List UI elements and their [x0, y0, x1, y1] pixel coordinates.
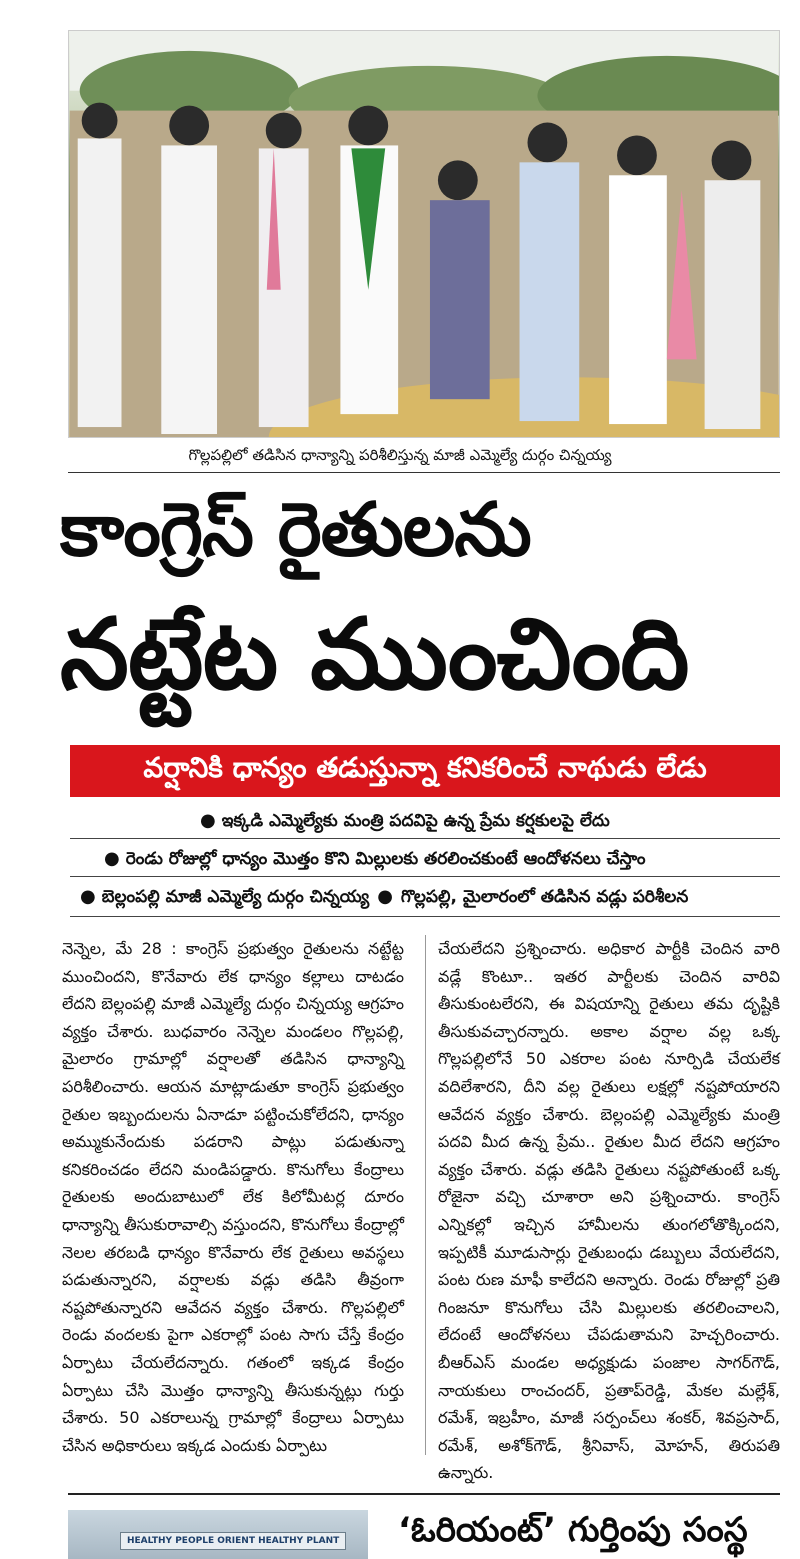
highlight-text: ఇక్కడి ఎమ్మెల్యేకు మంత్రి పదవిపై ఉన్న ప్రేమ కర్షకులపై లేదు	[221, 811, 610, 831]
article-body-right: చేయలేదని ప్రశ్నించారు. అధికార పార్టీకి చెందిన వారి వడ్లే కొంటూ.. ఇతర పార్టీలకు చెందిన వారివి తీసుకుంటలేరని, ఈ విషయాన్ని రైతులు తమ దృష్టికి తీసుకువచ్చారన్నారు. అకాల వర్షాల వల్ల ఒక్క గొల్లపల్లిలోనే 50 ఎకరాల పంట నూర్పిడి చేయలేక వదిలేశారని, దీని వల్ల రైతులు లక్షల్లో నష్టపోయారని ఆవేదన వ్యక్తం చేశారు. బెల్లంపల్లి ఎమ్మెల్యేకు మంత్రి పదవి మీద ఉన్న ప్రేమ.. రైతుల మీద లేదని ఆగ్రహం వ్యక్తం చేశారు. వడ్లు తడిసి రైతులు నష్టపోతుంటే ఒక్క రోజైనా వచ్చి చూశారా అని ప్రశ్నించారు. కాంగ్రెస్ ఎన్నికల్లో ఇచ్చిన హామీలను తుంగలోతొక్కిందని, ఇప్పటికీ మూడుసార్లు రైతుబంధు డబ్బులు వేయలేదని, పంట రుణ మాఫీ కాలేదని అన్నారు. రెండు రోజుల్లో ప్రతి గింజనూ కొనుగోలు చేసి మిల్లులకు తరలించాలని, లేదంటే ఆందోళనలు చేపడుతామని హెచ్చరించారు. బీఆర్ఎస్ మండల అధ్యక్షుడు పంజాల సాగర్‌గౌడ్, నాయకులు రాంచందర్, ప్రతాప్‌రెడ్డి, మేకల మల్లేశ్, రమేశ్, ఇబ్రహీం, మాజీ సర్పంచ్‌లు శంకర్, శివప్రసాద్, రమేశ్, అశోక్‌గౌడ్, శ్రీనివాస్, మోహన్, తిరుపతి ఉన్నారు.	[438, 939, 780, 1483]
highlight-text: గొల్లపల్లి, మైలారంలో తడిసిన వడ్లు పరిశీలన	[400, 887, 689, 907]
article-column-left	[62, 935, 404, 1459]
article-column-right	[438, 935, 780, 1487]
photo-caption: గొల్లపల్లిలో తడిసిన ధాన్యాన్ని పరిశీలిస్తున్న మాజీ ఎమ్మెల్యే దుర్గం చిన్నయ్య	[188, 446, 612, 464]
highlight-2	[104, 848, 646, 873]
next-story-photo	[68, 1510, 368, 1559]
highlight-text: బెల్లంపల్లి మాజీ ఎమ్మెల్యే దుర్గం చిన్నయ్య	[101, 887, 370, 907]
subheadline-text: వర్షానికి ధాన్యం తడుస్తున్నా కనికరించే నాథుడు లేడు	[143, 751, 707, 784]
highlight-divider	[70, 876, 780, 877]
highlight-1	[200, 810, 610, 835]
column-divider	[425, 935, 426, 1455]
headline-line-1: కాంగ్రెస్ రైతులను	[60, 487, 531, 573]
highlight-text: రెండు రోజుల్లో ధాన్యం మొత్తం కొని మిల్లులకు తరలించకుంటే ఆందోళనలు చేస్తాం	[125, 849, 646, 869]
bullet-icon: ●	[377, 886, 393, 907]
bullet-icon: ●	[200, 810, 216, 831]
highlight-divider	[70, 916, 780, 917]
farmers-inspecting-paddy-illustration	[69, 31, 779, 437]
next-story-headline: ‘ఓరియంట్’ గుర్తింపు సంస్థ	[398, 1510, 748, 1550]
news-photo	[68, 30, 780, 438]
subheadline-banner	[70, 745, 780, 797]
caption-divider	[68, 472, 780, 473]
highlight-3	[80, 886, 688, 911]
headline-line-2: నట్టేట ముంచింది	[60, 598, 689, 712]
article-body-left: నెన్నెల, మే 28 : కాంగ్రెస్ ప్రభుత్వం రైతులను నట్టేట్ట ముంచిందని, కొనేవారు లేక ధాన్యం కల్లాలు దాటడం లేదని బెల్లంపల్లి మాజీ ఎమ్మెల్యే దుర్గం చిన్నయ్య ఆగ్రహం వ్యక్తం చేశారు. బుధవారం నెన్నెల మండలం గొల్లపల్లి, మైలారం గ్రామాల్లో వర్షాలతో తడిసిన ధాన్యాన్ని పరిశీలించారు. ఆయన మాట్లాడుతూ కాంగ్రెస్ ప్రభుత్వం రైతుల ఇబ్బందులను ఏనాడూ పట్టించుకోలేదని, ధాన్యం అమ్ముకునేందుకు పడరాని పాట్లు పడుతున్నా కనికరించడం లేదని మండిపడ్డారు. కొనుగోలు కేంద్రాలు రైతులకు అందుబాటులో లేక కిలోమీటర్ల దూరం ధాన్యాన్ని తీసుకురావాల్సి వస్తుందని, కొనుగోలు కేంద్రాల్లో నెలల తరబడి ధాన్యం కొనేవారు లేక రైతులు అవస్థలు పడుతున్నారని, వర్షాలకు వడ్లు తడిసి తీవ్రంగా నష్టపోతున్నారని ఆవేదన వ్యక్తం చేశారు. గొల్లపల్లిలో రెండు వందలకు పైగా ఎకరాల్లో పంట సాగు చేస్తే కేంద్రం ఏర్పాటు చేయలేదన్నారు. గతంలో ఇక్కడ కేంద్రం ఏర్పాటు చేసి మొత్తం ధాన్యాన్ని తీసుకున్నట్లు గుర్తు చేశారు. 50 ఎకరాలున్న గ్రామాల్లో కేంద్రాలు ఏర్పాటు చేసిన అధికారులు ఇక్కడ ఎందుకు ఏర్పాటు	[62, 939, 404, 1455]
orient-sign: HEALTHY PEOPLE ORIENT HEALTHY PLANT	[120, 1532, 346, 1550]
bullet-icon: ●	[80, 886, 96, 907]
section-divider	[68, 1493, 780, 1495]
bullet-icon: ●	[104, 848, 120, 869]
highlight-divider	[70, 838, 780, 839]
